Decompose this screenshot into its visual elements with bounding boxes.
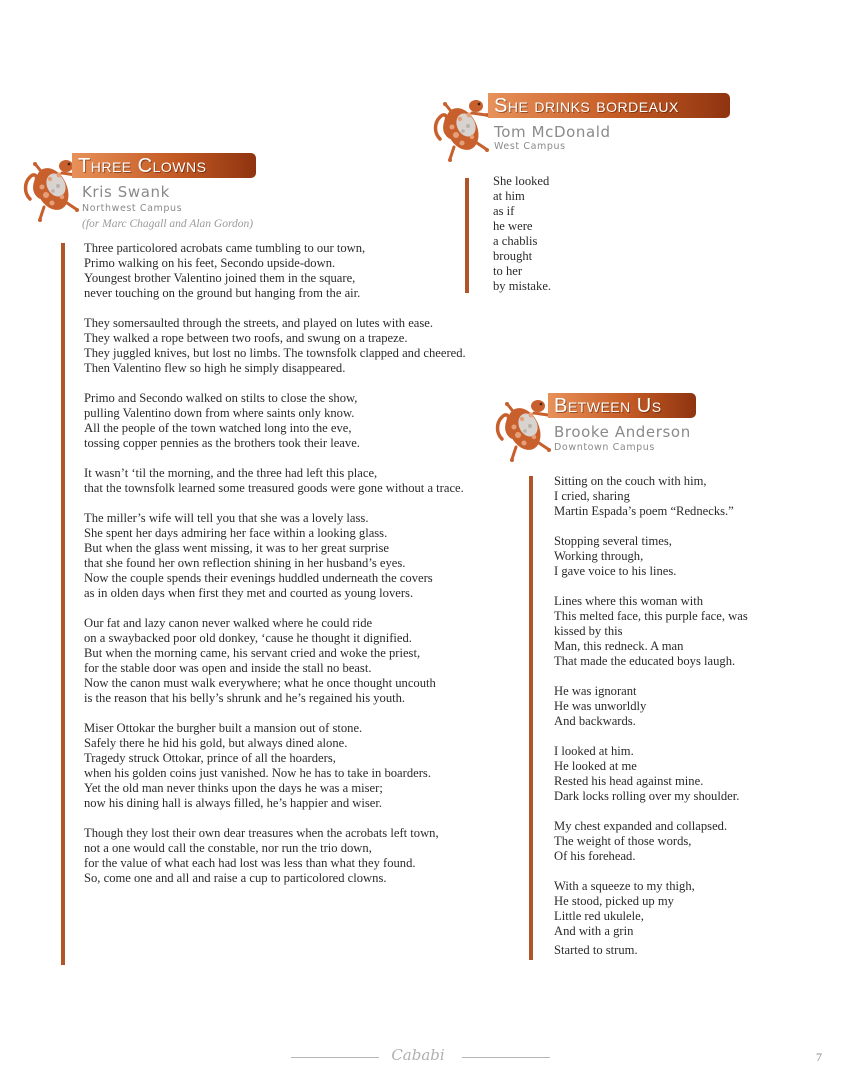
- poem-line: that the townsfolk learned some treasured goods were gone without a trace.: [84, 481, 464, 495]
- poem-line: Now the canon must walk everywhere; what he once thought uncouth: [84, 676, 436, 690]
- poem-line: It wasn’t ‘til the morning, and the three had left this place,: [84, 466, 378, 480]
- poem-line: But when the glass went missing, it was to her great surprise: [84, 541, 389, 555]
- poem-line: Rested his head against mine.: [554, 774, 704, 788]
- page-number: 7: [816, 1050, 822, 1064]
- poem-body: [84, 241, 466, 901]
- poem-line: kissed by this: [554, 624, 623, 638]
- poem-line: I cried, sharing: [554, 489, 630, 503]
- poem-line: All the people of the town watched long into the eve,: [84, 421, 352, 435]
- poem-campus: Northwest Campus: [82, 203, 183, 214]
- stanza: [554, 744, 748, 804]
- poem-line: now his dining hall is always filled, he’s happier and wiser.: [84, 796, 383, 810]
- poem-line: Safely there he hid his gold, but always dined alone.: [84, 736, 348, 750]
- poem-author: Brooke Anderson: [554, 423, 691, 441]
- poem-line: pulling Valentino down from where saints only know.: [84, 406, 355, 420]
- stanza: [554, 879, 748, 958]
- poem-line: But when the morning came, his servant cried and woke the priest,: [84, 646, 421, 660]
- poem-line: never touching on the ground but hanging from the air.: [84, 286, 361, 300]
- poem-line: to her: [493, 264, 523, 278]
- poem-author: Kris Swank: [82, 183, 170, 201]
- poem-line: Dark locks rolling over my shoulder.: [554, 789, 740, 803]
- poem-line: by mistake.: [493, 279, 552, 293]
- poem-line: is the reason that his belly’s shrunk and he’s regained his youth.: [84, 691, 406, 705]
- poem-line: I gave voice to his lines.: [554, 564, 677, 578]
- poem-line: And with a grin: [554, 924, 634, 938]
- poem-line: as if: [493, 204, 515, 218]
- poem-line: Working through,: [554, 549, 644, 563]
- poem-line: on a swaybacked poor old donkey, ‘cause he thought it dignified.: [84, 631, 412, 645]
- poem-line: I looked at him.: [554, 744, 634, 758]
- poem-line: My chest expanded and collapsed.: [554, 819, 728, 833]
- poem-line: Though they lost their own dear treasures when the acrobats left town,: [84, 826, 439, 840]
- poem-line: They somersaulted through the streets, and played on lutes with ease.: [84, 316, 434, 330]
- poem-line: Sitting on the couch with him,: [554, 474, 707, 488]
- poem-line: at him: [493, 189, 525, 203]
- poem-line: She spent her days admiring her face within a looking glass.: [84, 526, 388, 540]
- poem-line: That made the educated boys laugh.: [554, 654, 736, 668]
- poem-line: he were: [493, 219, 533, 233]
- stanza: [84, 826, 466, 886]
- poem-line: Now the couple spends their evenings huddled underneath the covers: [84, 571, 433, 585]
- poem-line: not a one would call the constable, nor run the trio down,: [84, 841, 372, 855]
- footer-rule-right: [462, 1057, 550, 1058]
- stanza: [554, 594, 748, 669]
- poem-line: for the stable door was open and inside the stall no beast.: [84, 661, 372, 675]
- poem-line: that she found her own reflection shining in her husband’s eyes.: [84, 556, 406, 570]
- footer-rule-left: [291, 1057, 379, 1058]
- poem-line: Of his forehead.: [554, 849, 636, 863]
- gecko-icon: [494, 393, 556, 463]
- poem-line: Started to strum.: [554, 943, 638, 957]
- poem-line: Primo walking on his feet, Secondo upside-down.: [84, 256, 336, 270]
- poem-line: when his golden coins just vanished. Now he has to take in boarders.: [84, 766, 431, 780]
- stanza: [84, 466, 466, 496]
- stanza: [84, 721, 466, 811]
- poem-line: He stood, picked up my: [554, 894, 674, 908]
- poem-line: The miller’s wife will tell you that she was a lovely lass.: [84, 511, 369, 525]
- poem-line: for the value of what each had lost was less than what they found.: [84, 856, 416, 870]
- stanza: [84, 316, 466, 376]
- poem-line: Yet the old man never thinks upon the days he was a miser;: [84, 781, 383, 795]
- stanza: [84, 616, 466, 706]
- poem-line: Then Valentino flew so high he simply disappeared.: [84, 361, 346, 375]
- gecko-icon: [432, 93, 494, 163]
- poem-author: Tom McDonald: [494, 123, 611, 141]
- accent-bar: [465, 178, 469, 293]
- poem-line: He was unworldly: [554, 699, 647, 713]
- stanza: [554, 819, 748, 864]
- poem-line: Youngest brother Valentino joined them in the square,: [84, 271, 356, 285]
- poem-line: tossing copper pennies as the brothers took their leave.: [84, 436, 360, 450]
- poem-line: a chablis: [493, 234, 538, 248]
- poem-line: Lines where this woman with: [554, 594, 703, 608]
- poem-title: Three Clowns: [72, 153, 256, 178]
- stanza: [493, 174, 551, 294]
- poem-dedication: (for Marc Chagall and Alan Gordon): [82, 218, 254, 230]
- poem-title: Between Us: [548, 393, 696, 418]
- poem-line: This melted face, this purple face, was: [554, 609, 748, 623]
- poem-line: Primo and Secondo walked on stilts to close the show,: [84, 391, 358, 405]
- poem-line: Three particolored acrobats came tumbling to our town,: [84, 241, 366, 255]
- poem-line: Martin Espada’s poem “Rednecks.”: [554, 504, 734, 518]
- poem-campus: Downtown Campus: [554, 442, 655, 453]
- poem-header: [22, 153, 262, 223]
- poem-line: The weight of those words,: [554, 834, 692, 848]
- poem-header: [494, 393, 704, 463]
- poem-line: as in olden days when first they met and courted as young lovers.: [84, 586, 414, 600]
- poem-line: With a squeeze to my thigh,: [554, 879, 695, 893]
- poem-title: She drinks bordeaux: [488, 93, 730, 118]
- poem-body: [554, 474, 748, 973]
- stanza: [84, 391, 466, 451]
- poem-line: Tragedy struck Ottokar, prince of all the hoarders,: [84, 751, 336, 765]
- poem-campus: West Campus: [494, 141, 566, 152]
- poem-header: [432, 93, 732, 163]
- stanza: [554, 684, 748, 729]
- accent-bar: [529, 476, 533, 960]
- poem-body: [493, 174, 551, 309]
- poem-line: And backwards.: [554, 714, 636, 728]
- stanza: [84, 241, 466, 301]
- accent-bar: [61, 243, 65, 965]
- poem-line: He looked at me: [554, 759, 637, 773]
- poem-line: Our fat and lazy canon never walked where he could ride: [84, 616, 373, 630]
- stanza: [554, 534, 748, 579]
- poem-line: She looked: [493, 174, 550, 188]
- poem-line: He was ignorant: [554, 684, 637, 698]
- poem-line: Man, this redneck. A man: [554, 639, 684, 653]
- poem-line: So, come one and all and raise a cup to particolored clowns.: [84, 871, 387, 885]
- stanza: [554, 474, 748, 519]
- poem-line: Little red ukulele,: [554, 909, 644, 923]
- poem-line: They walked a rope between two roofs, and swung on a trapeze.: [84, 331, 408, 345]
- stanza: [84, 511, 466, 601]
- poem-line: brought: [493, 249, 533, 263]
- magazine-logo: Cababi: [391, 1046, 445, 1064]
- poem-line: Stopping several times,: [554, 534, 672, 548]
- poem-line: They juggled knives, but lost no limbs. The townsfolk clapped and cheered.: [84, 346, 466, 360]
- poem-line: Miser Ottokar the burgher built a mansion out of stone.: [84, 721, 363, 735]
